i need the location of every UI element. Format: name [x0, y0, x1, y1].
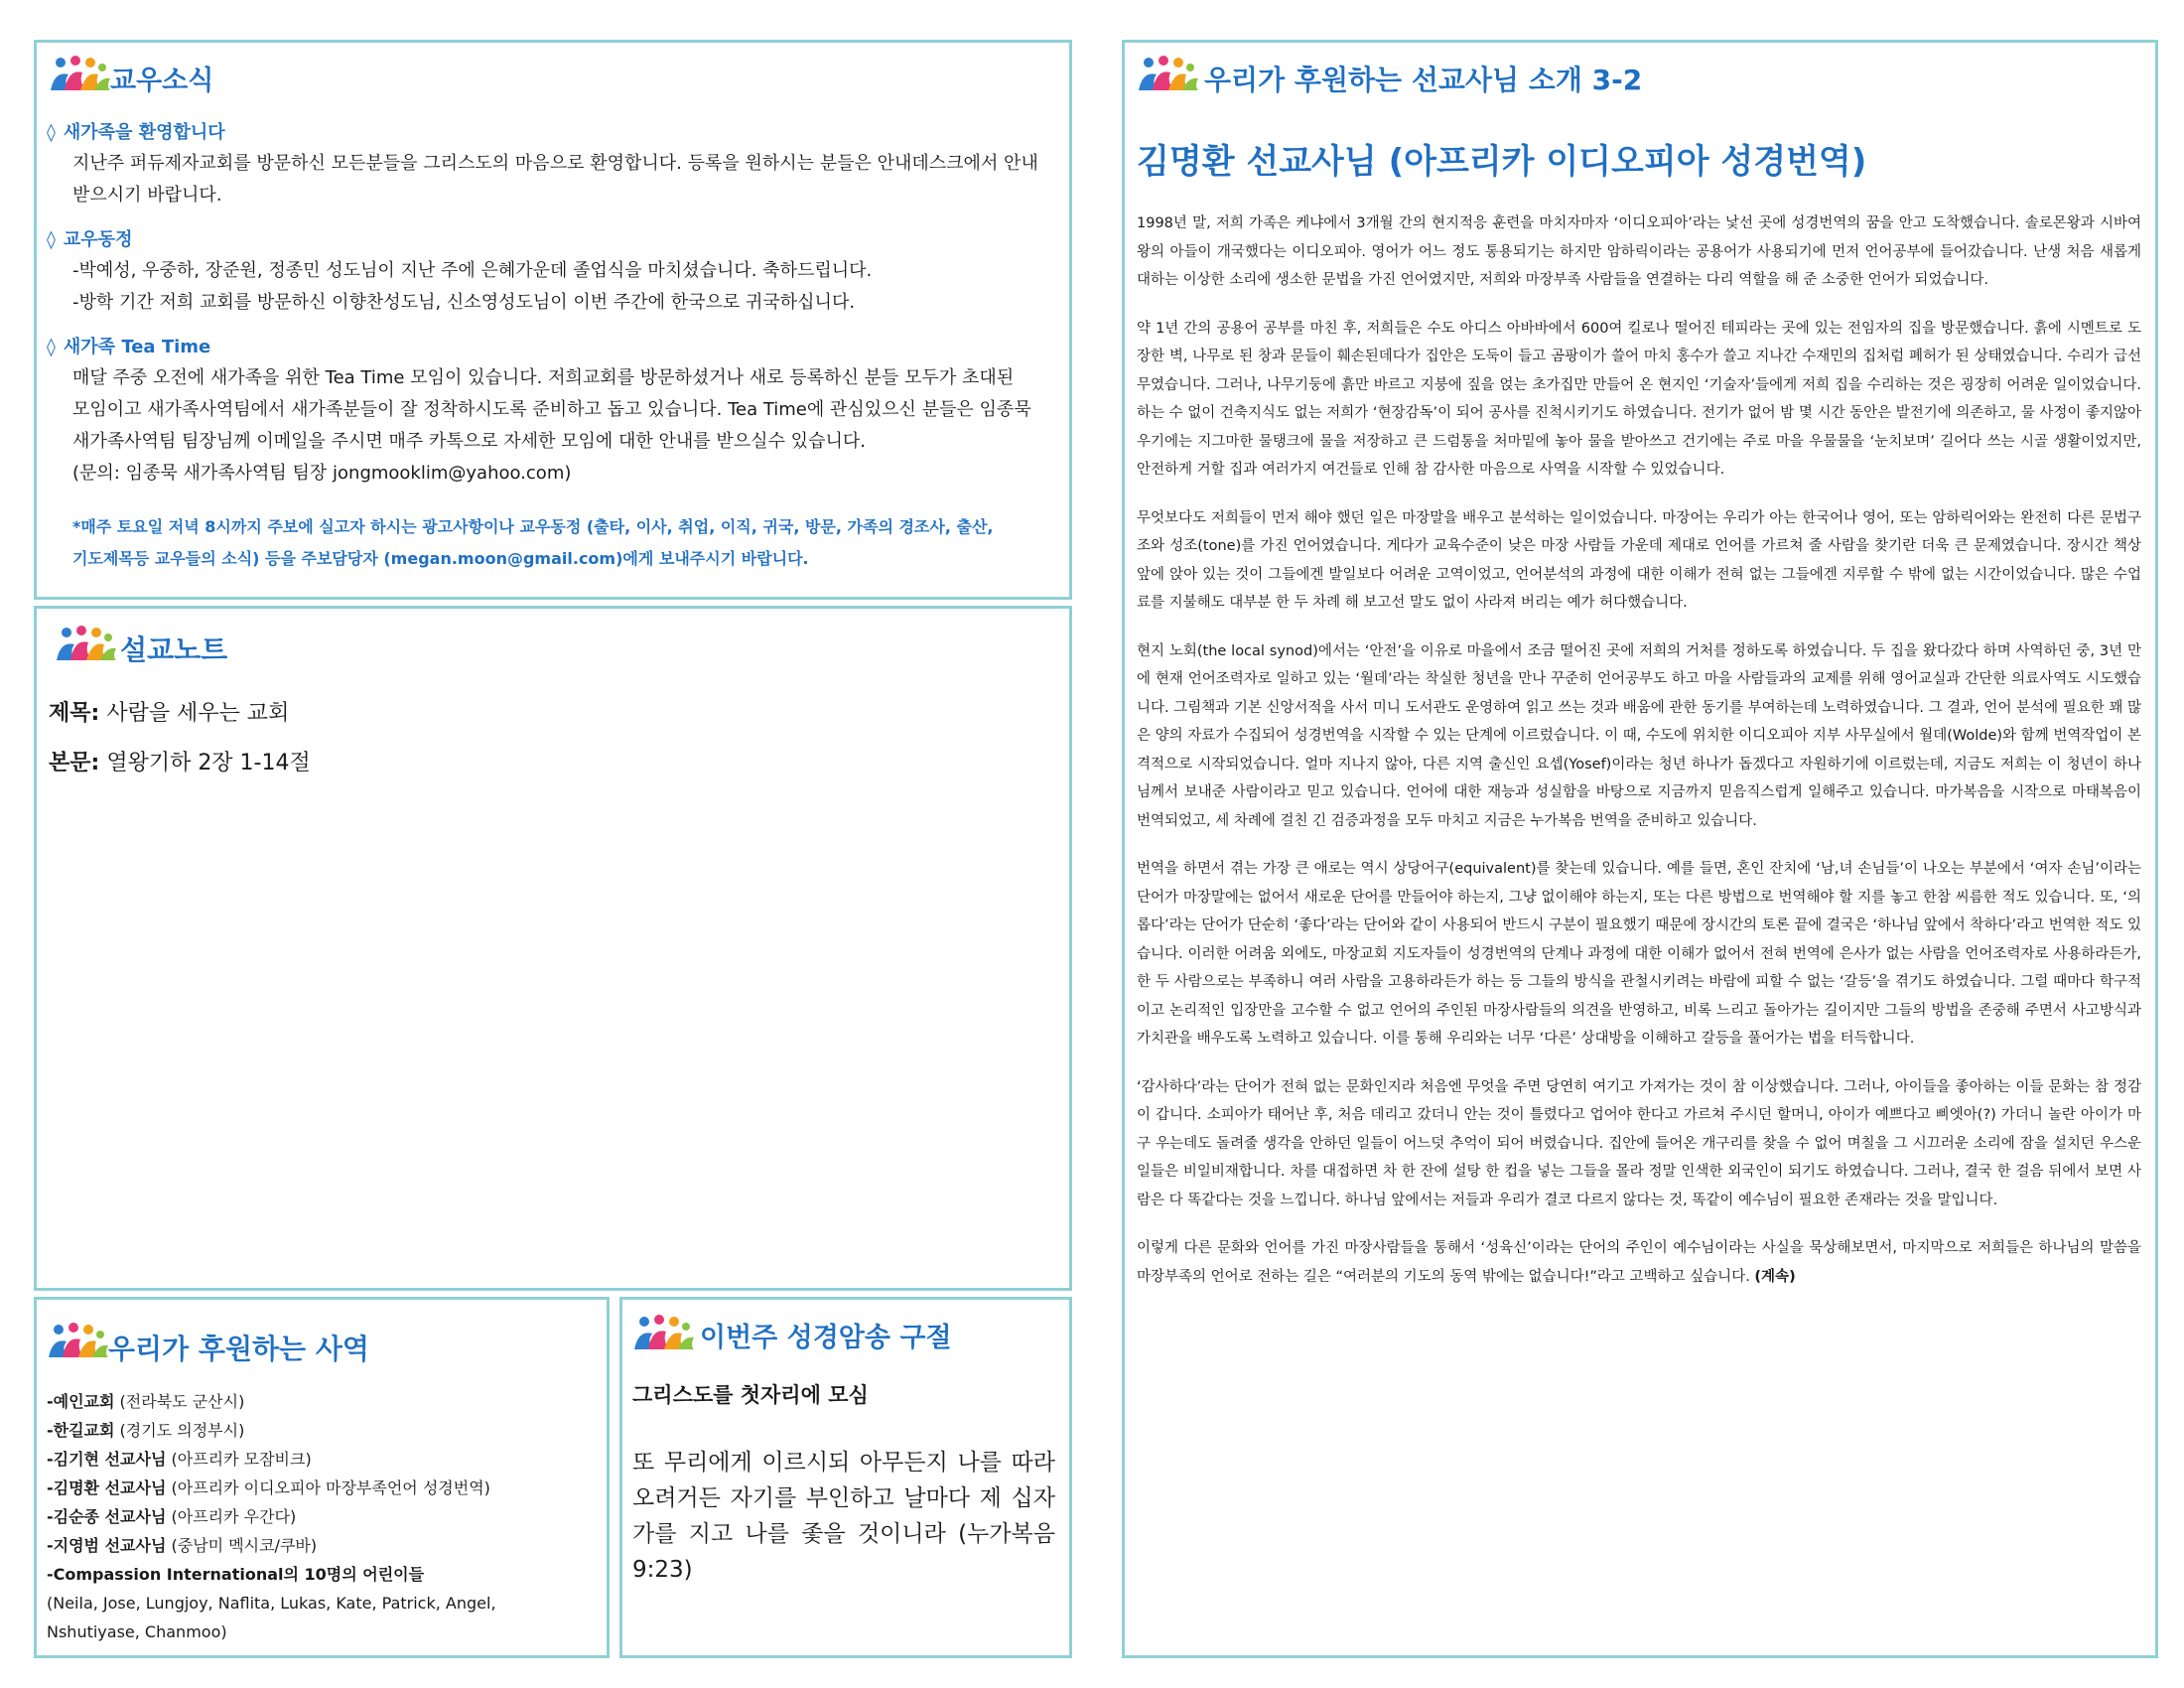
news-item-line: 매달 주중 오전에 새가족을 위한 Tea Time 모임이 있습니다. 저희교회를 방문하셨거나 새로 등록하신 분들 모두가 초대된	[72, 367, 1015, 388]
verse-title: 이번주 성경암송 구절	[700, 1323, 952, 1353]
verse-panel	[619, 1297, 1072, 1658]
news-title: 교우소식	[110, 66, 214, 96]
sermon-text: 열왕기하 2장 1-14절	[106, 751, 311, 775]
sermon-subject: 사람을 세우는 교회	[106, 701, 290, 726]
support-item: -김명환 선교사님 (아프리카 이디오피아 마장부족언어 성경번역)	[47, 1478, 490, 1497]
notice-line: *매주 토요일 저녁 8시까지 주보에 실고자 하시는 광고사항이나 교우동정 (출타, 이사, 취업, 이직, 귀국, 방문, 가족의 경조사, 출산,	[72, 517, 994, 536]
missionary-paragraph: 이렇게 다른 문화와 언어를 가진 마장사람들을 통해서 ‘성육신’이라는 단어의 주인이 예수님이라는 사실을 묵상해보면서, 마지막으로 저희들은 하나님의 말씀을 마장부족의 언어로 전하는 길은 “여러분의 기도의 동역 밖에는 없습니다!”라고 고백하고 싶습니다. (계속)	[1137, 1240, 2141, 1285]
diamond-bullet-icon: ◊	[47, 337, 56, 357]
missionary-paragraph: 약 1년 간의 공용어 공부를 마친 후, 저희들은 수도 아디스 아바바에서 600여 킬로나 떨어진 테피라는 곳에 있는 전임자의 집을 방문했습니다. 흙에 시멘트로 도장한 벽, 나무로 된 창과 문들이 훼손된데다가 집안은 도둑이 들고 곰팡이가 쓸어 마치 홍수가 쓸고 지나간 수재민의 집처럼 폐허가 된 상태였습니다. 수리가 급선무였습니다. 그러나, 나무기둥에 흙만 바르고 지붕에 짚을 얹는 초가집만 만들어 온 현지인 ‘기술자’들에게 저희 집을 수리하는 것은 굉장히 어려운 일이었습니다. 하는 수 없이 건축지식도 없는 저희가 ‘현장감독’이 되어 공사를 진척시키기도 하였습니다. 전기가 없어 밤 몇 시간 동안은 발전기에 의존하고, 물 사정이 좋지않아 우기에는 지그마한 물탱크에 물을 저장하고 큰 드럼통을 처마밑에 놓아 물을 받아쓰고 건기에는 주로 마을 우물물을 ‘눈치보며’ 길어다 쓰는 시골 생활이었지만, 안전하게 거할 집과 여러가지 여건들로 인해 참 감사한 마음으로 사역을 시작할 수 있었습니다.	[1137, 320, 2141, 478]
notice-line: 기도제목등 교우들의 소식) 등을 주보담당자 (megan.moon@gmail.com)에게 보내주시기 바랍니다.	[72, 549, 809, 568]
support-item: -한길교회 (경기도 의정부시)	[47, 1421, 245, 1440]
news-panel	[34, 40, 1072, 600]
news-item-line: -박예성, 우중하, 장준원, 정종민 성도님이 지난 주에 은혜가운데 졸업식을 마치셨습니다. 축하드립니다.	[72, 260, 873, 281]
news-item-heading: ◊ 교우동정	[47, 229, 133, 250]
news-item-line: 받으시기 바랍니다.	[72, 185, 222, 206]
support-item: -예인교회 (전라북도 군산시)	[47, 1392, 245, 1411]
missionary-panel	[1122, 40, 2158, 1658]
verse-text: 또 무리에게 이르시되 아무든지 나를 따라오려거든 자기를 부인하고 날마다 제 십자가를 지고 나를 좇을 것이니라 (누가복음 9:23)	[632, 1450, 1055, 1583]
missionary-paragraph: 무엇보다도 저희들이 먼저 해야 했던 일은 마장말을 배우고 분석하는 일이었습니다. 마장어는 우리가 아는 한국어나 영어, 또는 암하릭어와는 완전히 다른 문법구조와 성조(tone)를 가진 언어였습니다. 게다가 교육수준이 낮은 마장 사람들 가운데 제대로 언어를 가르쳐 줄 사람을 찾기란 더욱 큰 문제였습니다. 장시간 책상 앞에 앉아 있는 것이 그들에겐 발일보다 어려운 고역이었고, 언어분석의 과정에 대한 이해가 전혀 없는 그들에겐 지루할 수 밖에 없는 시간이었습니다. 많은 수업료를 지불해도 대부분 한 두 차례 해 보고선 말도 없이 사라져 버리는 예가 허다했습니다.	[1137, 509, 2141, 611]
sermon-panel	[34, 606, 1072, 1291]
support-children-line: Nshutiyase, Chanmoo)	[47, 1622, 227, 1641]
church-logo-icon	[47, 1322, 110, 1361]
sermon-text-label: 본문:	[49, 751, 100, 775]
news-item-line: 새가족사역팀 팀장님께 이메일을 주시면 매주 카톡으로 자세한 모임에 대한 안내를 받으실수 있습니다.	[72, 431, 866, 452]
missionary-paragraph: 현지 노회(the local synod)에서는 ‘안전’을 이유로 마을에서 조금 떨어진 곳에 저희의 거처를 정하도록 하였습니다. 두 집을 왔다갔다 하며 사역하던 중, 3년 만에 현재 언어조력자로 일하고 있는 ‘월데’라는 착실한 청년을 만나 꾸준히 언어공부도 하고 마을 사람들과의 교제를 위해 영어교실과 간단한 의료사역도 시도했습니다. 그림책과 기본 신앙서적을 사서 미니 도서관도 운영하여 읽고 쓰는 것과 배움에 관한 동기를 부여하는데 노력하였습니다. 그 결과, 언어 분석에 필요한 꽤 많은 양의 자료가 수집되어 성경번역을 시작할 수 있는 단계에 이르렀습니다. 이 때, 수도에 위치한 이디오피아 지부 사무실에서 월데(Wolde)와 함께 번역작업이 본격적으로 시작되었습니다. 얼마 지나지 않아, 다른 지역 출신인 요셉(Yosef)이라는 청년 하나가 돕겠다고 자원하기에 이르렀는데, 지금도 저희는 이 청년이 하나님께서 보내준 사람이라고 믿고 있습니다. 언어에 대한 재능과 성실함을 바탕으로 지금까지 믿음직스럽게 일해주고 있습니다. 마가복음을 시작으로 마태복음이 번역되었고, 세 차례에 걸친 긴 검증과정을 모두 마치고 지금은 누가복음 번역을 준비하고 있습니다.	[1137, 642, 2141, 829]
church-logo-icon	[1137, 55, 1200, 94]
news-item-line: 모임이고 새가족사역팀에서 새가족분들이 잘 정착하시도록 준비하고 돕고 있습니다. Tea Time에 관심있으신 분들은 임종묵	[72, 399, 1031, 420]
continued-label: (계속)	[1754, 1268, 1796, 1285]
sermon-title: 설교노트	[120, 633, 228, 666]
support-item: -김순종 선교사님 (아프리카 우간다)	[47, 1507, 297, 1526]
missionary-paragraph: ‘감사하다’라는 단어가 전혀 없는 문화인지라 처음엔 무엇을 주면 당연히 여기고 가져가는 것이 참 이상했습니다. 그러나, 아이들을 좋아하는 이들 문화는 참 정감이 갑니다. 소피아가 태어난 후, 처음 데리고 갔더니 안는 것이 틀렸다고 업어야 한다고 가르쳐 주시던 할머니, 아이가 예쁘다고 삐엣아(?) 가더니 놀란 아이가 마구 우는데도 돌려줄 생각을 안하던 일들이 어느덧 추억이 되어 버렸습니다. 집안에 들어온 개구리를 찾을 수 없어 며칠을 그 시끄러운 소리에 잠을 설치던 우스운 일들은 비일비재합니다. 차를 대접하면 차 한 잔에 설탕 한 컵을 넣는 그들을 몰라 정말 인색한 외국인이 되기도 하였습니다. 그러나, 결국 한 걸음 뒤에서 보면 사람은 다 똑같다는 것을 느낍니다. 하나님 앞에서는 저들과 우리가 결코 다르지 않다는 것, 똑같이 예수님이 필요한 존재라는 것을 말입니다.	[1137, 1078, 2141, 1208]
diamond-bullet-icon: ◊	[47, 122, 56, 143]
missionary-paragraph: 1998년 말, 저희 가족은 케냐에서 3개월 간의 현지적응 훈련을 마치자마자 ‘이디오피아’라는 낯선 곳에 성경번역의 꿈을 안고 도착했습니다. 솔로몬왕과 시바여왕의 아들이 개국했다는 이디오피아. 영어가 어느 정도 통용되기는 하지만 암하릭이라는 공용어가 사용되기에 먼저 언어공부에 들어갔습니다. 난생 처음 새롭게 대하는 이상한 소리에 생소한 문법을 가진 언어였지만, 저희와 마장부족 사람들을 연결하는 다리 역할을 해 준 소중한 언어가 되었습니다.	[1137, 215, 2141, 288]
support-item: -Compassion International의 10명의 어린이들	[47, 1565, 425, 1584]
sermon-subject-label: 제목:	[49, 701, 100, 726]
support-title: 우리가 후원하는 사역	[108, 1333, 369, 1365]
news-item-line: 지난주 퍼듀제자교회를 방문하신 모든분들을 그리스도의 마음으로 환영합니다. 등록을 원하시는 분들은 안내데스크에서 안내	[72, 153, 1038, 174]
support-item: -김기현 선교사님 (아프리카 모잠비크)	[47, 1450, 312, 1469]
diamond-bullet-icon: ◊	[47, 229, 56, 250]
bulletin-notice	[47, 511, 1055, 575]
support-children-line: (Neila, Jose, Lungjoy, Naflita, Lukas, Kate, Patrick, Angel,	[47, 1594, 496, 1613]
church-logo-icon	[632, 1314, 696, 1353]
sermon-text-row	[49, 746, 1055, 781]
missionary-title: 우리가 후원하는 선교사님 소개 3-2	[1204, 64, 1643, 96]
missionary-subtitle: 김명환 선교사님 (아프리카 이디오피아 성경번역)	[1137, 142, 1867, 182]
sermon-subject-row	[49, 696, 1055, 732]
support-panel	[34, 1297, 610, 1658]
news-item-line: (문의: 임종묵 새가족사역팀 팀장 jongmooklim@yahoo.com)	[72, 463, 572, 484]
verse-subtitle: 그리스도를 첫자리에 모심	[632, 1383, 869, 1407]
church-logo-icon	[55, 625, 118, 664]
church-logo-icon	[49, 55, 112, 94]
news-item-line: -방학 기간 저희 교회를 방문하신 이향찬성도님, 신소영성도님이 이번 주간에 한국으로 귀국하십니다.	[72, 292, 856, 313]
support-item: -지영범 선교사님 (중남미 멕시코/쿠바)	[47, 1536, 318, 1555]
news-item-heading: ◊ 새가족을 환영합니다	[47, 122, 225, 143]
news-item-heading: ◊ 새가족 Tea Time	[47, 337, 211, 357]
missionary-paragraph: 번역을 하면서 겪는 가장 큰 애로는 역시 상당어구(equivalent)를 찾는데 있습니다. 예를 들면, 혼인 잔치에 ‘남,녀 손님들’이 나오는 부분에서 ‘여자 손님’이라는 단어가 마장말에는 없어서 새로운 단어를 만들어야 하는지, 그냥 없이해야 하는지, 또는 다른 방법으로 번역해야 할 지를 놓고 한참 씨름한 적도 있습니다. 또, ‘의롭다’라는 단어가 단순히 ‘좋다’라는 단어와 같이 사용되어 반드시 구분이 필요했기 때문에 장시간의 토론 끝에 결국은 ‘하나님 앞에서 착하다’라고 번역한 적도 있습니다. 이러한 어려움 외에도, 마장교회 지도자들이 성경번역의 단계나 과정에 대한 이해가 없어서 전혀 번역에 은사가 없는 사람을 언어조력자로 사용하라든가, 한 두 사람으로는 부족하니 여러 사람을 고용하라든가 하는 등 그들의 방식을 관철시키려는 바람에 피할 수 없는 ‘갈등’을 겪기도 하였습니다. 그럴 때마다 학구적이고 논리적인 입장만을 고수할 수 없고 언어의 주인된 마장사람들의 의견을 반영하고, 비록 느리고 돌아가는 길이지만 그들의 방법을 존중해 주면서 사고방식과 가치관을 배우도록 노력하고 있습니다. 이를 통해 우리와는 너무 ‘다른’ 상대방을 이해하고 갈등을 풀어가는 법을 터득합니다.	[1137, 861, 2141, 1047]
